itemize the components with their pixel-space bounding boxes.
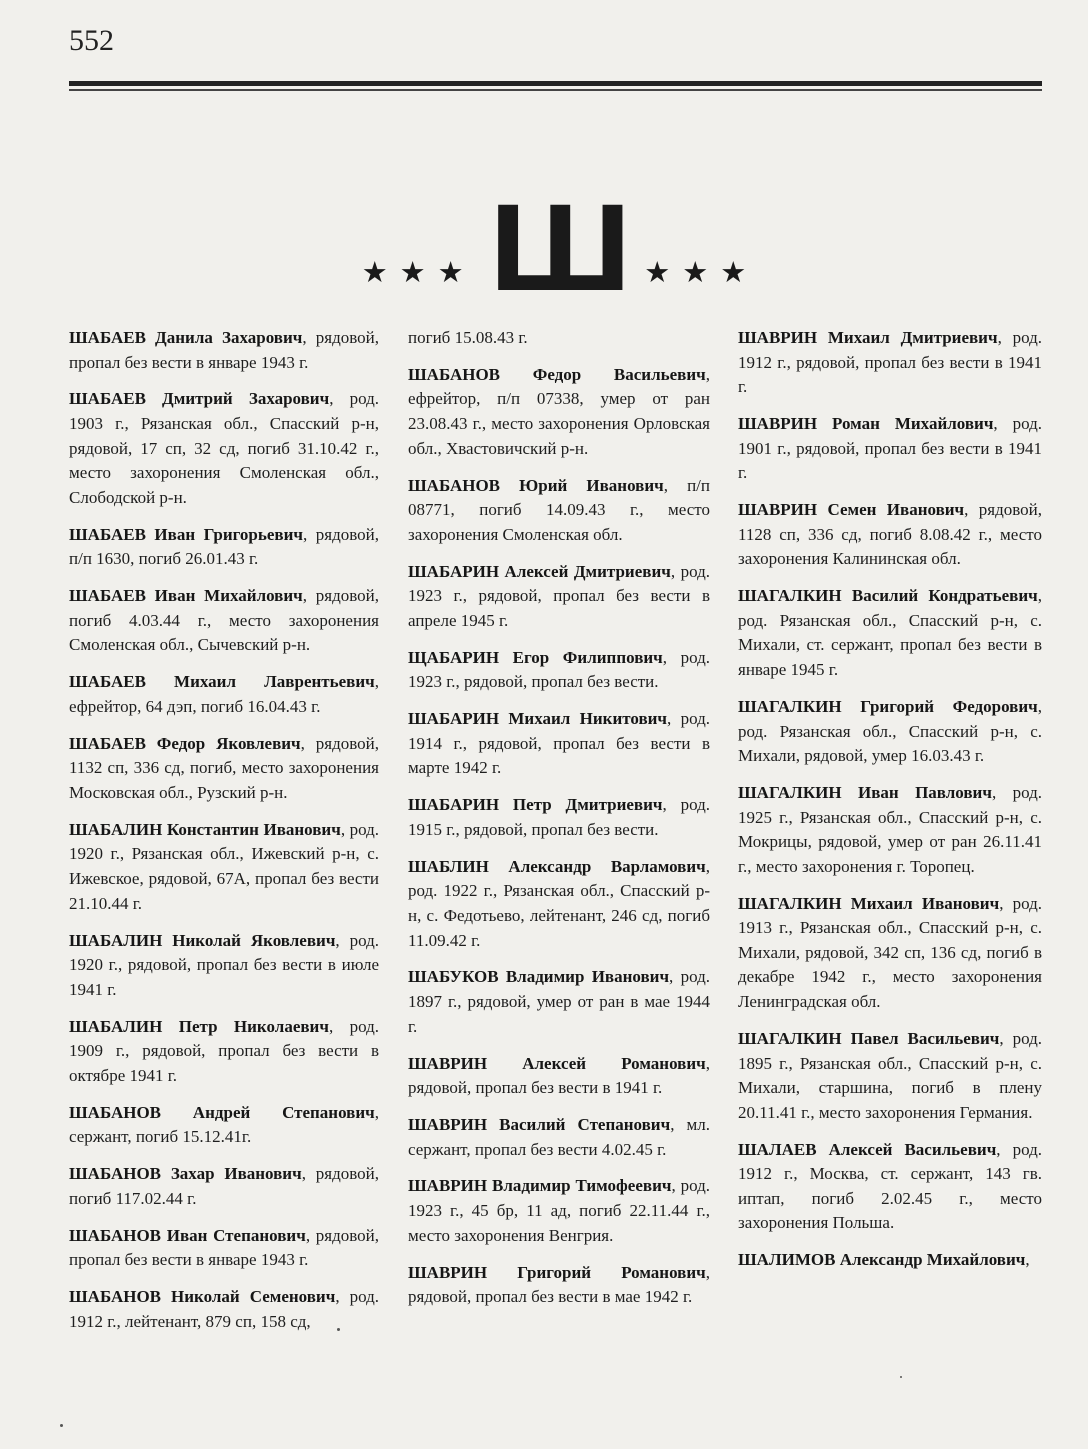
entry-name: ШАЛАЕВ Алексей Васильевич: [738, 1139, 997, 1159]
register-entry: [408, 1113, 710, 1162]
register-entry: [738, 1138, 1042, 1236]
entry-name: ШАВРИН Семен Иванович: [738, 500, 965, 520]
entry-details: , род. 1912 г., Москва, ст. сержант, 143 гв. иптап, погиб 2.02.45 г., место захоронения Польша.: [738, 1139, 1042, 1233]
register-entry: [408, 1261, 710, 1310]
entry-details: , род. 1923 г., рядовой, пропал без вести в апреле 1945 г.: [408, 561, 710, 630]
register-entry: [69, 584, 379, 658]
entry-details: , род. 1912 г., рядовой, пропал без вести в 1941 г.: [738, 328, 1042, 397]
register-entry: [738, 498, 1042, 572]
entry-name: ШАВРИН Михаил Дмитриевич: [738, 328, 998, 347]
page-speck: [900, 1376, 902, 1378]
entry-name: ШАБАРИН Алексей Дмитриевич: [408, 561, 671, 581]
entry-details: , род. 1903 г., Рязанская обл., Спасский р-н, рядовой, 17 сп, 32 сд, погиб 31.10.42 г., место захоронения Смоленская обл., Слободской р-н.: [69, 389, 379, 507]
entry-name: ШАВРИН Григорий Романович: [408, 1262, 706, 1282]
entry-details: , п/п 08771, погиб 14.09.43 г., место захоронения Смоленская обл.: [408, 475, 710, 544]
entry-details: , род. Рязанская обл., Спасский р-н, с. Михали, рядовой, умер 16.03.43 г.: [738, 696, 1042, 766]
entry-details: , рядовой, пропал без вести в мае 1942 г.: [408, 1262, 710, 1307]
entry-name: ШАГАЛКИН Иван Павлович: [738, 782, 992, 802]
register-entry: [69, 326, 379, 375]
entry-name: ШАБАЕВ Федор Яковлевич: [69, 733, 301, 753]
page-number: 552: [69, 24, 114, 57]
register-entry: [69, 1015, 379, 1089]
entry-name: ШАБАЛИН Петр Николаевич: [69, 1016, 329, 1036]
entry-name: ШАЛИМОВ Александр Михайлович: [738, 1250, 1026, 1270]
header-rule-thick: [69, 81, 1042, 86]
register-entry: [738, 695, 1042, 769]
entry-details: , рядовой, пропал без вести в январе 1943 г.: [69, 328, 379, 372]
column-2: [408, 326, 710, 1322]
entry-name: ШАБУКОВ Владимир Иванович: [408, 967, 670, 987]
register-entry: [69, 929, 379, 1003]
entry-details: , рядовой, п/п 1630, погиб 26.01.43 г.: [69, 524, 379, 569]
register-entry: [738, 326, 1042, 400]
entry-name: ШАГАЛКИН Михаил Иванович: [738, 893, 1000, 913]
register-entry: [408, 707, 710, 781]
entry-details: , род. Рязанская обл., Спасский р-н, с. Михали, ст. сержант, пропал без вести в январе 1945 г.: [738, 586, 1042, 680]
entry-name: ШАБАЕВ Иван Михайлович: [69, 586, 303, 606]
register-entry: [408, 965, 710, 1039]
register-entry: [69, 1224, 379, 1273]
entry-name: ШАБАРИН Петр Дмитриевич: [408, 795, 663, 815]
register-entry: [69, 1162, 379, 1211]
header-rule-thin: [69, 89, 1042, 91]
entry-name: ШАГАЛКИН Василий Кондратьевич: [738, 586, 1038, 606]
entry-name: ШАБАНОВ Николай Семенович: [69, 1287, 336, 1307]
entry-name: ШАБАНОВ Андрей Степанович: [69, 1102, 375, 1122]
entry-name: ШАБАЛИН Константин Иванович: [69, 819, 341, 839]
entry-details: , рядовой, пропал без вести в 1941 г.: [408, 1053, 710, 1098]
register-entry: [408, 855, 710, 953]
entry-name: ШАБАРИН Михаил Никитович: [408, 709, 668, 729]
page-speck: [60, 1424, 63, 1427]
entry-name: ШАБАНОВ Иван Степанович: [69, 1225, 306, 1245]
stars-right: ★★★: [644, 257, 759, 289]
register-entry: [69, 1285, 379, 1334]
entry-details: , рядовой, пропал без вести в январе 1943 г.: [69, 1225, 379, 1270]
entry-details: , сержант, погиб 15.12.41г.: [69, 1102, 379, 1147]
entry-details: , род. 1901 г., рядовой, пропал без вести в 1941 г.: [738, 414, 1042, 483]
entry-details: , ефрейтор, п/п 07338, умер от ран 23.08.43 г., место захоронения Орловская обл., Хвастовичский р-н.: [408, 364, 710, 458]
entry-details: , род. 1923 г., рядовой, пропал без вести.: [408, 647, 710, 692]
column-1: [69, 326, 379, 1347]
register-entry: [738, 1248, 1042, 1273]
entry-details: , род. 1909 г., рядовой, пропал без вести в октябре 1941 г.: [69, 1016, 379, 1085]
register-entry: [69, 818, 379, 916]
entry-details: , род. 1897 г., рядовой, умер от ран в мае 1944 г.: [408, 967, 710, 1036]
entry-name: ШАВРИН Василий Степанович: [408, 1115, 671, 1134]
register-entry: [408, 646, 710, 695]
entry-name: ШАБАЕВ Дмитрий Захарович: [69, 389, 330, 409]
entry-name: ШАБАНОВ Юрий Иванович: [408, 475, 664, 495]
section-letter: Ш: [488, 179, 632, 317]
entry-details: , ефрейтор, 64 дэп, погиб 16.04.43 г.: [69, 672, 379, 716]
entry-name: ШАГАЛКИН Григорий Федорович: [738, 696, 1038, 716]
entry-details: , род. 1925 г., Рязанская обл., Спасский р-н, с. Мокрицы, рядовой, умер от ран 26.11.41 г., место захоронения г. Торопец.: [738, 782, 1042, 876]
register-entry: [408, 1174, 710, 1248]
entry-details: , рядовой, 1128 сп, 336 сд, погиб 8.08.42 г., место захоронения Калининская обл.: [738, 500, 1043, 569]
entry-name: ШАВРИН Алексей Романович: [408, 1053, 706, 1073]
entry-details: , род. 1915 г., рядовой, пропал без вести.: [408, 795, 710, 839]
column-3: [738, 326, 1042, 1285]
register-entry: [738, 781, 1042, 879]
entry-name: ШАБАНОВ Захар Иванович: [69, 1164, 302, 1184]
register-entry: [408, 560, 710, 634]
entry-details: ,: [1025, 1250, 1030, 1270]
entry-details: , род. 1895 г., Рязанская обл., Спасский р-н, с. Михали, старшина, погиб в плену 20.11.41 г., место захоронения Германия.: [738, 1028, 1042, 1122]
entry-name: ШАБАЕВ Данила Захарович: [69, 328, 303, 347]
entry-details: , рядовой, погиб 4.03.44 г., место захоронения Смоленская обл., Сычевский р-н.: [69, 586, 379, 655]
entry-name: ШАВРИН Владимир Тимофеевич: [408, 1176, 672, 1196]
entry-details: , рядовой, погиб 117.02.44 г.: [69, 1164, 379, 1208]
stars-left: ★★★: [361, 257, 476, 289]
entry-name: ШАВРИН Роман Михайлович: [738, 414, 994, 434]
entry-name: ШАБАНОВ Федор Васильевич: [408, 364, 706, 384]
entry-name: ШАБАЕВ Иван Григорьевич: [69, 524, 303, 544]
register-entry: [69, 1101, 379, 1150]
entry-details: , род. 1912 г., лейтенант, 879 сп, 158 сд,: [69, 1287, 379, 1331]
register-entry: [738, 412, 1042, 486]
entry-details: , род. 1913 г., Рязанская обл., Спасский р-н, с. Михали, рядовой, 342 сп, 136 сд, погиб в декабре 1942 г., место захоронения Ленинградская обл.: [738, 893, 1042, 1012]
entry-details: , мл. сержант, пропал без вести 4.02.45 г.: [408, 1115, 710, 1159]
entry-details: , род. 1914 г., рядовой, пропал без вести в марте 1942 г.: [408, 709, 710, 778]
entry-name: ШАГАЛКИН Павел Васильевич: [738, 1028, 1000, 1048]
entry-name: ШАБЛИН Александр Варламович: [408, 856, 706, 876]
register-entry: [738, 1027, 1042, 1125]
register-entry: [69, 387, 379, 510]
entry-details: , род. 1922 г., Рязанская обл., Спасский р-н, с. Федотьево, лейтенант, 246 сд, погиб 11.09.42 г.: [408, 856, 710, 950]
register-entry: [408, 474, 710, 548]
entry-name: ЩАБАРИН Егор Филиппович: [408, 647, 663, 667]
entry-details: , род. 1923 г., 45 бр, 11 ад, погиб 22.11.44 г., место захоронения Венгрия.: [408, 1176, 710, 1245]
register-entry: [408, 1052, 710, 1101]
register-entry: [69, 670, 379, 719]
entry-name: ШАБАЛИН Николай Яковлевич: [69, 930, 336, 950]
register-entry: [408, 363, 710, 461]
entry-details: , рядовой, 1132 сп, 336 сд, погиб, место захоронения Московская обл., Рузский р-н.: [69, 733, 379, 802]
entry-details: , род. 1920 г., рядовой, пропал без вести в июле 1941 г.: [69, 930, 379, 999]
entry-details: , род. 1920 г., Рязанская обл., Ижевский р-н, с. Ижевское, рядовой, 67А, пропал без вести 21.10.44 г.: [69, 819, 379, 913]
section-header: [360, 179, 760, 317]
page-speck: [337, 1328, 340, 1331]
register-entry: [738, 892, 1042, 1015]
entry-name: ШАБАЕВ Михаил Лаврентьевич: [69, 672, 375, 692]
register-entry: [408, 793, 710, 842]
register-entry: [69, 732, 379, 806]
register-entry: [738, 584, 1042, 682]
entry-continuation: погиб 15.08.43 г.: [408, 328, 528, 347]
register-entry: [69, 523, 379, 572]
